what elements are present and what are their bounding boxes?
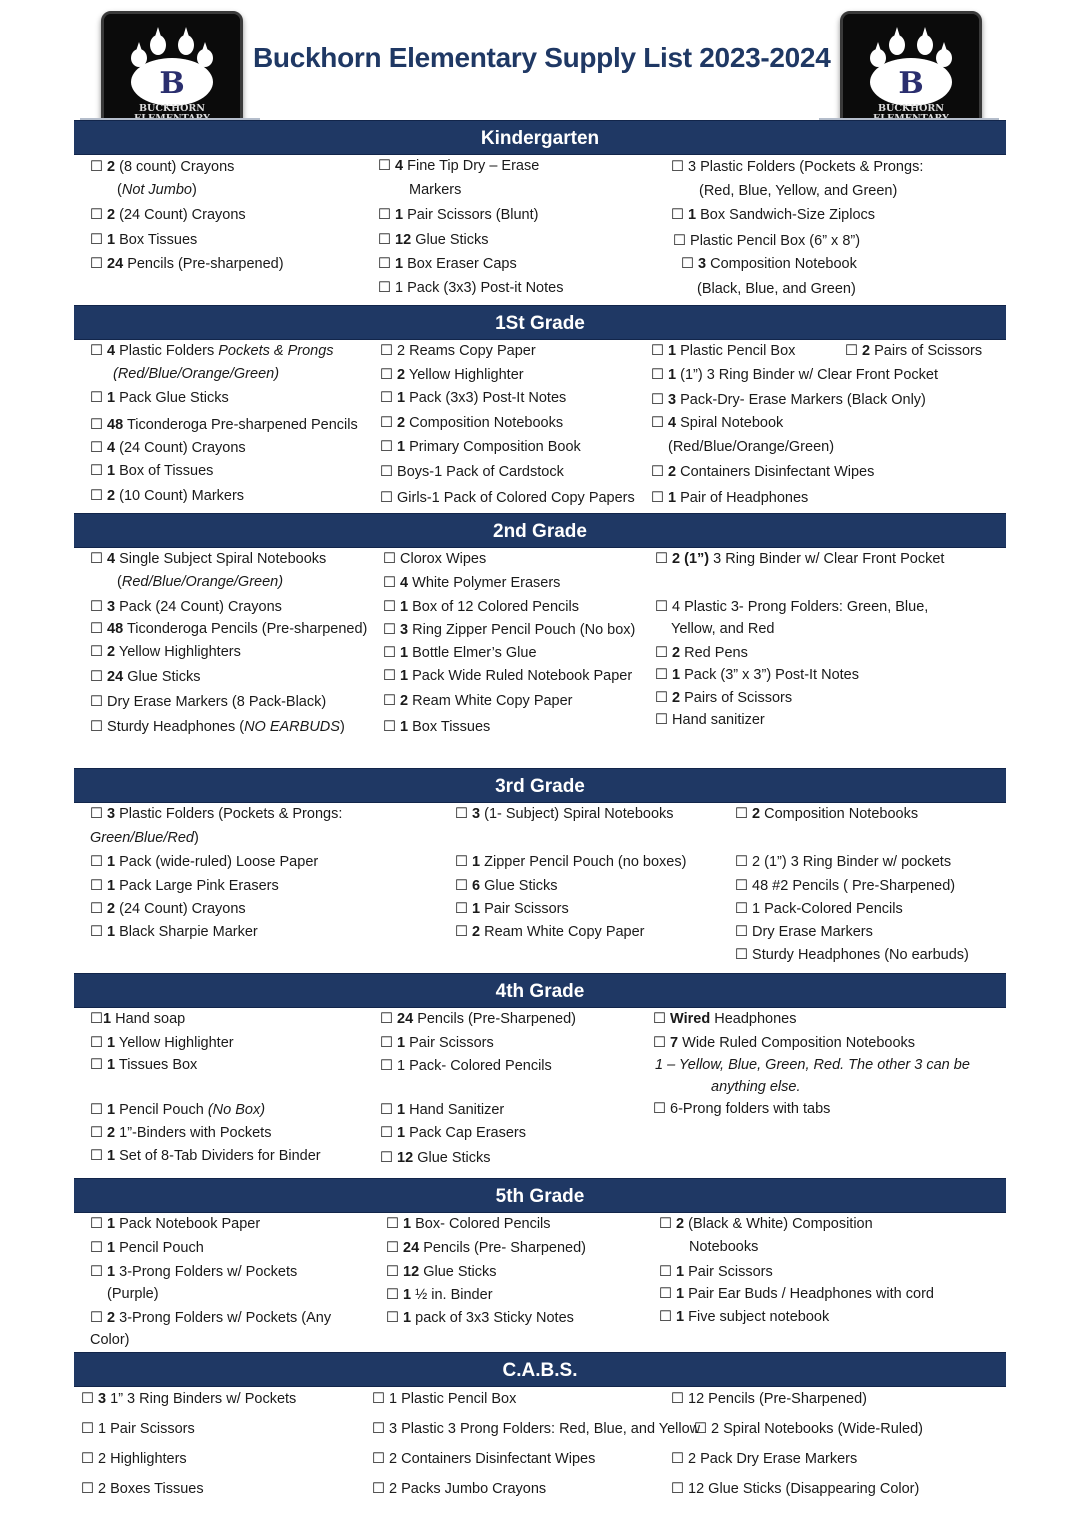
list-item: ☐ Dry Erase Markers (8 Pack-Black) [90,694,327,710]
school-logo-right [840,11,982,133]
list-item: anything else. [711,1079,801,1095]
list-item: ☐ 3 Pack (24 Count) Crayons [90,599,282,615]
list-item: ☐1 Hand soap [90,1011,186,1027]
list-item: (Not Jumbo) [117,182,197,198]
list-item: ☐ 3 1” 3 Ring Binders w/ Pockets [81,1391,297,1407]
list-item: ☐ 1 Plastic Pencil Box [651,343,796,359]
list-item: ☐ 1 Pack (3x3) Post-it Notes [378,280,564,296]
list-item: ☐ 2 (8 count) Crayons [90,159,235,175]
list-item: ☐ 12 Glue Sticks (Disappearing Color) [671,1481,920,1497]
list-item: ☐ 3 Ring Zipper Pencil Pouch (No box) [383,622,636,638]
logo-letter: B [898,66,924,101]
list-item: ☐ 2 Packs Jumbo Crayons [372,1481,547,1497]
list-item: ☐ 1 Box Eraser Caps [378,256,517,272]
list-item: ☐ 1 Pack Large Pink Erasers [90,878,279,894]
list-item: ☐ 2 Pairs of Scissors [845,343,983,359]
list-item: ☐ Clorox Wipes [383,551,487,567]
list-item: (Purple) [107,1286,159,1302]
list-item: ☐ 24 Pencils (Pre-sharpened) [90,256,284,272]
list-item: ☐ 1 Plastic Pencil Box [372,1391,517,1407]
list-item: ☐ Boys-1 Pack of Cardstock [380,464,564,480]
list-item: ☐ 1 (1”) 3 Ring Binder w/ Clear Front Pocket [651,367,939,383]
list-item: ☐ 1 Pack Glue Sticks [90,390,229,406]
list-item: ☐ 1 Box Sandwich-Size Ziplocs [671,207,876,223]
list-item: ☐ 1 Pair Ear Buds / Headphones with cord [659,1286,934,1302]
list-item: ☐ 2 Red Pens [655,645,748,661]
list-item: ☐ 1 Tissues Box [90,1057,198,1073]
paw-logo-icon [104,14,240,130]
list-item: ☐ 12 Glue Sticks [386,1264,497,1280]
list-item: ☐ 3 Plastic Folders (Pockets & Prongs: [671,159,924,175]
list-item: ☐ 1 Set of 8-Tab Dividers for Binder [90,1148,321,1164]
list-item: ☐ 1 3-Prong Folders w/ Pockets [90,1264,298,1280]
list-item: ☐ 4 Plastic 3- Prong Folders: Green, Blue, [655,599,929,615]
list-item: ☐ 1 Pack Cap Erasers [380,1125,526,1141]
list-item: ☐ 48 #2 Pencils ( Pre-Sharpened) [735,878,956,894]
list-item: Green/Blue/Red) [90,830,199,846]
list-item: ☐ 1 ½ in. Binder [386,1287,493,1303]
list-item: ☐ 1 Pair Scissors [659,1264,773,1280]
list-item: ☐ 1 pack of 3x3 Sticky Notes [386,1310,574,1326]
list-item: ☐ 2 Highlighters [81,1451,187,1467]
list-item: ☐ 2 Spiral Notebooks (Wide-Ruled) [694,1421,923,1437]
list-item: Notebooks [689,1239,759,1255]
list-item: ☐ 1 Box Tissues [90,232,198,248]
logo-letter: B [159,66,185,101]
list-item: ☐ 4 White Polymer Erasers [383,575,561,591]
section-header-1st-grade: 1St Grade [74,305,1006,340]
list-item: ☐ 2 Reams Copy Paper [380,343,536,359]
list-item: ☐ 2 Yellow Highlighters [90,644,241,660]
list-item: ☐ 12 Glue Sticks [378,232,489,248]
list-item: ☐ 1 Pack (3x3) Post-It Notes [380,390,567,406]
list-item: (Red/Blue/Orange/Green) [668,439,835,455]
list-item: ☐ 1 Yellow Highlighter [90,1035,234,1051]
list-item: ☐ 1 Black Sharpie Marker [90,924,258,940]
list-item: Yellow, and Red [671,621,775,637]
list-item: ☐ Dry Erase Markers [735,924,873,940]
list-item: ☐ Hand sanitizer [655,712,765,728]
list-item: ☐ 3 Composition Notebook [681,256,857,272]
list-item: ☐ 1 Pair Scissors [455,901,569,917]
list-item: ☐ 2 Pairs of Scissors [655,690,793,706]
section-header-kindergarten: Kindergarten [74,120,1006,155]
list-item: ☐ 2 Yellow Highlighter [380,367,524,383]
list-item: ☐ 4 Plastic Folders Pockets & Prongs [90,343,334,359]
list-item: ☐ 1 Pack Notebook Paper [90,1216,261,1232]
section-header-3rd-grade: 3rd Grade [74,768,1006,803]
list-item: ☐ 1 Pack (3” x 3”) Post-It Notes [655,667,859,683]
list-item: ☐ 2 Containers Disinfectant Wipes [372,1451,596,1467]
section-header-cabs: C.A.B.S. [74,1352,1006,1387]
list-item: ☐ 2 Composition Notebooks [735,806,919,822]
list-item: ☐ 3 Plastic Folders (Pockets & Prongs: [90,806,343,822]
list-item: ☐ 1 Five subject notebook [659,1309,830,1325]
list-item: ☐ 1 Zipper Pencil Pouch (no boxes) [455,854,687,870]
list-item: (Black, Blue, and Green) [697,281,856,297]
list-item: ☐ 1 Pair Scissors (Blunt) [378,207,539,223]
list-item: ☐ 2 Ream White Copy Paper [383,693,573,709]
logo-line1: BUCKHORN [878,103,944,114]
list-item: ☐ 48 Ticonderoga Pre-sharpened Pencils [90,417,358,433]
list-item: ☐ 2 Boxes Tissues [81,1481,204,1497]
list-item: ☐ 4 (24 Count) Crayons [90,440,246,456]
list-item: ☐ 1 Pencil Pouch (No Box) [90,1102,266,1118]
list-item: ☐ Sturdy Headphones (NO EARBUDS) [90,719,345,735]
section-header-4th-grade: 4th Grade [74,973,1006,1008]
list-item: ☐ 3 (1- Subject) Spiral Notebooks [455,806,674,822]
page-title: Buckhorn Elementary Supply List 2023-2024 [253,42,831,73]
list-item: ☐ Wired Headphones [653,1011,797,1027]
list-item: ☐ 12 Glue Sticks [380,1150,491,1166]
list-item: Color) [90,1332,130,1348]
list-item: ☐ 12 Pencils (Pre-Sharpened) [671,1391,867,1407]
list-item: ☐ 4 Spiral Notebook [651,415,784,431]
list-item: ☐ Plastic Pencil Box (6” x 8”) [673,233,861,249]
list-item: ☐ 2 (Black & White) Composition [659,1216,873,1232]
list-item: ☐ 1 Box Tissues [383,719,491,735]
list-item: ☐ 1 Hand Sanitizer [380,1102,505,1118]
list-item: ☐ 1 Bottle Elmer’s Glue [383,645,537,661]
list-item: ☐ 2 Pack Dry Erase Markers [671,1451,858,1467]
list-item: ☐ 2 (24 Count) Crayons [90,207,246,223]
list-item: ☐ 1 Primary Composition Book [380,439,581,455]
section-header-5th-grade: 5th Grade [74,1178,1006,1213]
list-item: ☐ 48 Ticonderoga Pencils (Pre-sharpened) [90,621,368,637]
list-item: (Red/Blue/Orange/Green) [113,366,280,382]
list-item: ☐ 2 (1”) 3 Ring Binder w/ pockets [735,854,952,870]
list-item: ☐ 1 Pack (wide-ruled) Loose Paper [90,854,319,870]
list-item: ☐ 4 Single Subject Spiral Notebooks [90,551,327,567]
list-item: ☐ 2 Containers Disinfectant Wipes [651,464,875,480]
list-item: ☐ 2 Composition Notebooks [380,415,564,431]
list-item: ☐ 3 Pack-Dry- Erase Markers (Black Only) [651,392,926,408]
list-item: ☐ 6 Glue Sticks [455,878,558,894]
list-item: ☐ 24 Pencils (Pre-Sharpened) [380,1011,576,1027]
list-item: ☐ 2 (10 Count) Markers [90,488,245,504]
list-item: 1 – Yellow, Blue, Green, Red. The other 3 can be [655,1057,970,1073]
section-header-2nd-grade: 2nd Grade [74,513,1006,548]
logo-line1: BUCKHORN [139,103,205,114]
school-logo-left [101,11,243,133]
list-item: (Red/Blue/Orange/Green) [117,574,284,590]
list-item: ☐ 1 Pair Scissors [380,1035,494,1051]
list-item: ☐ 1 Pack Wide Ruled Notebook Paper [383,668,633,684]
list-item: ☐ 7 Wide Ruled Composition Notebooks [653,1035,916,1051]
list-item: ☐ Sturdy Headphones (No earbuds) [735,947,969,963]
list-item: ☐ 2 Ream White Copy Paper [455,924,645,940]
list-item: ☐ 1 Pencil Pouch [90,1240,204,1256]
list-item: Markers [409,182,462,198]
list-item: ☐ 6-Prong folders with tabs [653,1101,831,1117]
list-item: ☐ 2 3-Prong Folders w/ Pockets (Any [90,1310,332,1326]
list-item: ☐ 1 Box of Tissues [90,463,214,479]
list-item: ☐ 1 Box- Colored Pencils [386,1216,551,1232]
list-item: ☐ 1 Pack-Colored Pencils [735,901,903,917]
list-item: ☐ 1 Pair of Headphones [651,490,809,506]
list-item: (Red, Blue, Yellow, and Green) [699,183,898,199]
list-item: ☐ 3 Plastic 3 Prong Folders: Red, Blue, and Yellow [372,1421,701,1437]
list-item: ☐ 24 Pencils (Pre- Sharpened) [386,1240,586,1256]
list-item: ☐ 2 (1”) 3 Ring Binder w/ Clear Front Pocket [655,551,945,567]
list-item: ☐ 24 Glue Sticks [90,669,201,685]
list-item: ☐ 2 1”-Binders with Pockets [90,1125,272,1141]
list-item: ☐ 2 (24 Count) Crayons [90,901,246,917]
list-item: ☐ 4 Fine Tip Dry – Erase [378,158,540,174]
list-item: ☐ 1 Pair Scissors [81,1421,195,1437]
list-item: ☐ 1 Box of 12 Colored Pencils [383,599,579,615]
list-item: ☐ 1 Pack- Colored Pencils [380,1058,552,1074]
paw-logo-icon [843,14,979,130]
list-item: ☐ Girls-1 Pack of Colored Copy Papers [380,490,635,506]
